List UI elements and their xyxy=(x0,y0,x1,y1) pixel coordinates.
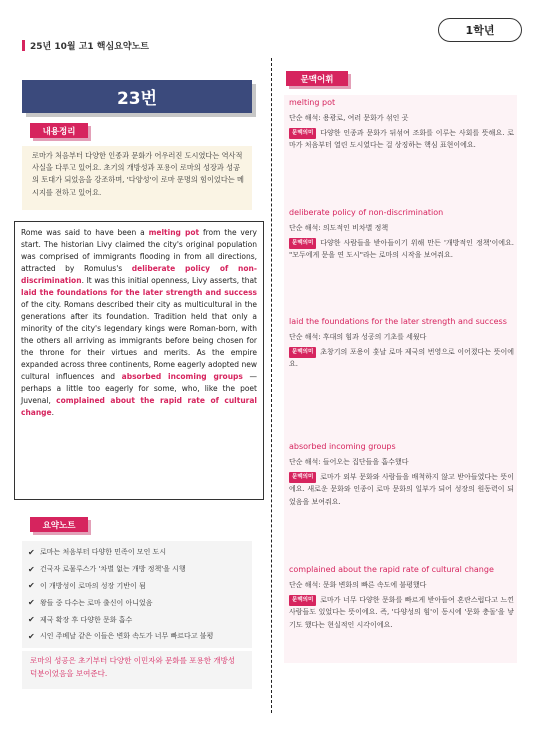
entry-meaning: 단순 해석: 용광로, 여러 문화가 섞인 곳 xyxy=(289,113,409,122)
list-item: ✔ 건국자 로물루스가 '차별 없는 개방 정책'을 시행 xyxy=(28,564,186,574)
check-icon: ✔ xyxy=(28,581,35,591)
list-item: ✔ 시인 주베날 같은 이들은 변화 속도가 너무 빠르다고 불평 xyxy=(28,631,214,641)
entry-title: deliberate policy of non-discrimination xyxy=(289,208,444,217)
highlighted-phrase: melting pot xyxy=(148,228,200,237)
vocab-entry xyxy=(289,97,514,152)
check-icon: ✔ xyxy=(28,547,35,557)
conclusion-box: 로마의 성공은 초기부터 다양한 이민자와 문화를 포용한 개방성 덕분이었음을 보여준다. xyxy=(22,651,252,689)
entry-desc: 문맥의미 다양한 인종과 문화가 뒤섞여 조화를 이루는 사회를 뜻해요. 로마가 처음부터 열린 도시였다는 걸 상징하는 핵심 표현이에요. xyxy=(289,128,514,150)
entry-meaning: 단순 해석: 의도적인 비차별 정책 xyxy=(289,223,389,232)
list-item: ✔ 로마는 처음부터 다양한 민족이 모인 도시 xyxy=(28,547,167,557)
question-number: 23번 xyxy=(22,80,252,113)
vocab-entry xyxy=(289,207,514,262)
entry-title: complained about the rapid rate of cultural change xyxy=(289,565,494,574)
context-badge: 문맥의미 xyxy=(289,347,316,359)
column-divider xyxy=(271,58,272,713)
passage-box xyxy=(14,221,264,500)
notes-list xyxy=(22,541,252,648)
vocab-entry xyxy=(289,441,514,508)
exam-header xyxy=(22,39,149,52)
passage-segment: . It was this initial openness, Livy asserts, that xyxy=(81,276,257,285)
entry-desc: 문맥의미 로마가 너무 다양한 문화를 빠르게 받아들여 혼란스럽다고 느낀 사람들도 있었다는 뜻이에요. 즉, '다양성의 힘'이 동시에 '문화 충돌'을 낳기도 했다는 현실적인 시각이에요. xyxy=(289,595,514,629)
entry-meaning: 단순 해석: 후대의 힘과 성공의 기초를 세웠다 xyxy=(289,332,427,341)
list-item: ✔ 왕들 중 다수는 로마 출신이 아니었음 xyxy=(28,598,153,608)
grade-badge: 1학년 xyxy=(438,18,522,42)
notes-tag: 요약노트 xyxy=(30,517,88,532)
context-badge: 문맥의미 xyxy=(289,128,316,140)
entry-desc: 문맥의미 초창기의 포용이 훗날 로마 제국의 번영으로 이어졌다는 뜻이에요. xyxy=(289,347,514,369)
highlighted-phrase: absorbed incoming groups xyxy=(121,372,243,381)
context-badge: 문맥의미 xyxy=(289,595,316,607)
vocab-tag: 문맥어휘 xyxy=(286,71,348,86)
check-icon: ✔ xyxy=(28,564,35,574)
highlighted-phrase: laid the foundations for the later strength and success xyxy=(21,288,257,297)
list-item: ✔ 이 개방성이 로마의 성장 기반이 됨 xyxy=(28,581,146,591)
entry-meaning: 단순 해석: 문화 변화의 빠른 속도에 불평했다 xyxy=(289,580,427,589)
highlighted-phrase: complained about the rapid rate of cultural change xyxy=(21,396,257,417)
summary-tag: 내용정리 xyxy=(30,123,88,138)
passage-segment: — perhaps a little too eagerly for some, who, like the poet Juvenal, xyxy=(21,372,257,405)
entry-meaning: 단순 해석: 들어오는 집단들을 흡수했다 xyxy=(289,457,409,466)
passage-segment: Rome was said to have been a xyxy=(21,228,149,237)
vocab-entry xyxy=(289,564,514,631)
passage-segment: of the city. Romans described their city as multicultural in the generations after its foundation. Tradition held that only a minority of the city's legendary kings were Roman-born, with the others all arriving as immigrants before being chosen for the throne for their virtues and merits. As the empire expanded across three continents, Rome eagerly adopted new cultural influences and xyxy=(21,300,257,381)
entry-title: melting pot xyxy=(289,98,336,107)
check-icon: ✔ xyxy=(28,598,35,608)
entry-title: laid the foundations for the later strength and success xyxy=(289,317,507,326)
entry-desc: 문맥의미 로마가 외부 문화와 사람들을 배척하지 않고 받아들였다는 뜻이에요. 새로운 문화와 인종이 로마 문화의 일부가 되어 성장의 원동력이 되었음을 보여줘요. xyxy=(289,472,514,506)
vocab-panel xyxy=(284,95,517,663)
header-accent-bar xyxy=(22,40,25,51)
passage-segment: from the very start. The historian Livy claimed the city's original population was comprised of immigrants flooding in from all directions, attracted by Romulus's xyxy=(21,228,257,273)
context-badge: 문맥의미 xyxy=(289,472,316,484)
passage-text xyxy=(21,227,257,419)
passage-segment: . xyxy=(51,408,55,417)
entry-desc: 문맥의미 다양한 사람들을 받아들이기 위해 만든 '개방적인 정책'이에요. "모두에게 문을 연 도시"라는 로마의 시작을 보여줘요. xyxy=(289,238,514,260)
list-item: ✔ 제국 확장 후 다양한 문화 흡수 xyxy=(28,615,133,625)
vocab-entry xyxy=(289,316,514,371)
context-badge: 문맥의미 xyxy=(289,238,316,250)
summary-box: 로마가 처음부터 다양한 인종과 문화가 어우러진 도시였다는 역사적 사실을 다루고 있어요. 초기의 개방성과 포용이 로마의 성장과 성공의 토대가 되었음을 강조하며, '다양성'이 로마 문명의 힘이었다는 메시지를 전하고 있어요. xyxy=(22,146,252,210)
highlighted-phrase: deliberate policy of non-discrimination xyxy=(21,264,257,285)
check-icon: ✔ xyxy=(28,631,35,641)
check-icon: ✔ xyxy=(28,615,35,625)
entry-title: absorbed incoming groups xyxy=(289,442,396,451)
exam-label: 25년 10월 고1 핵심요약노트 xyxy=(30,42,149,52)
